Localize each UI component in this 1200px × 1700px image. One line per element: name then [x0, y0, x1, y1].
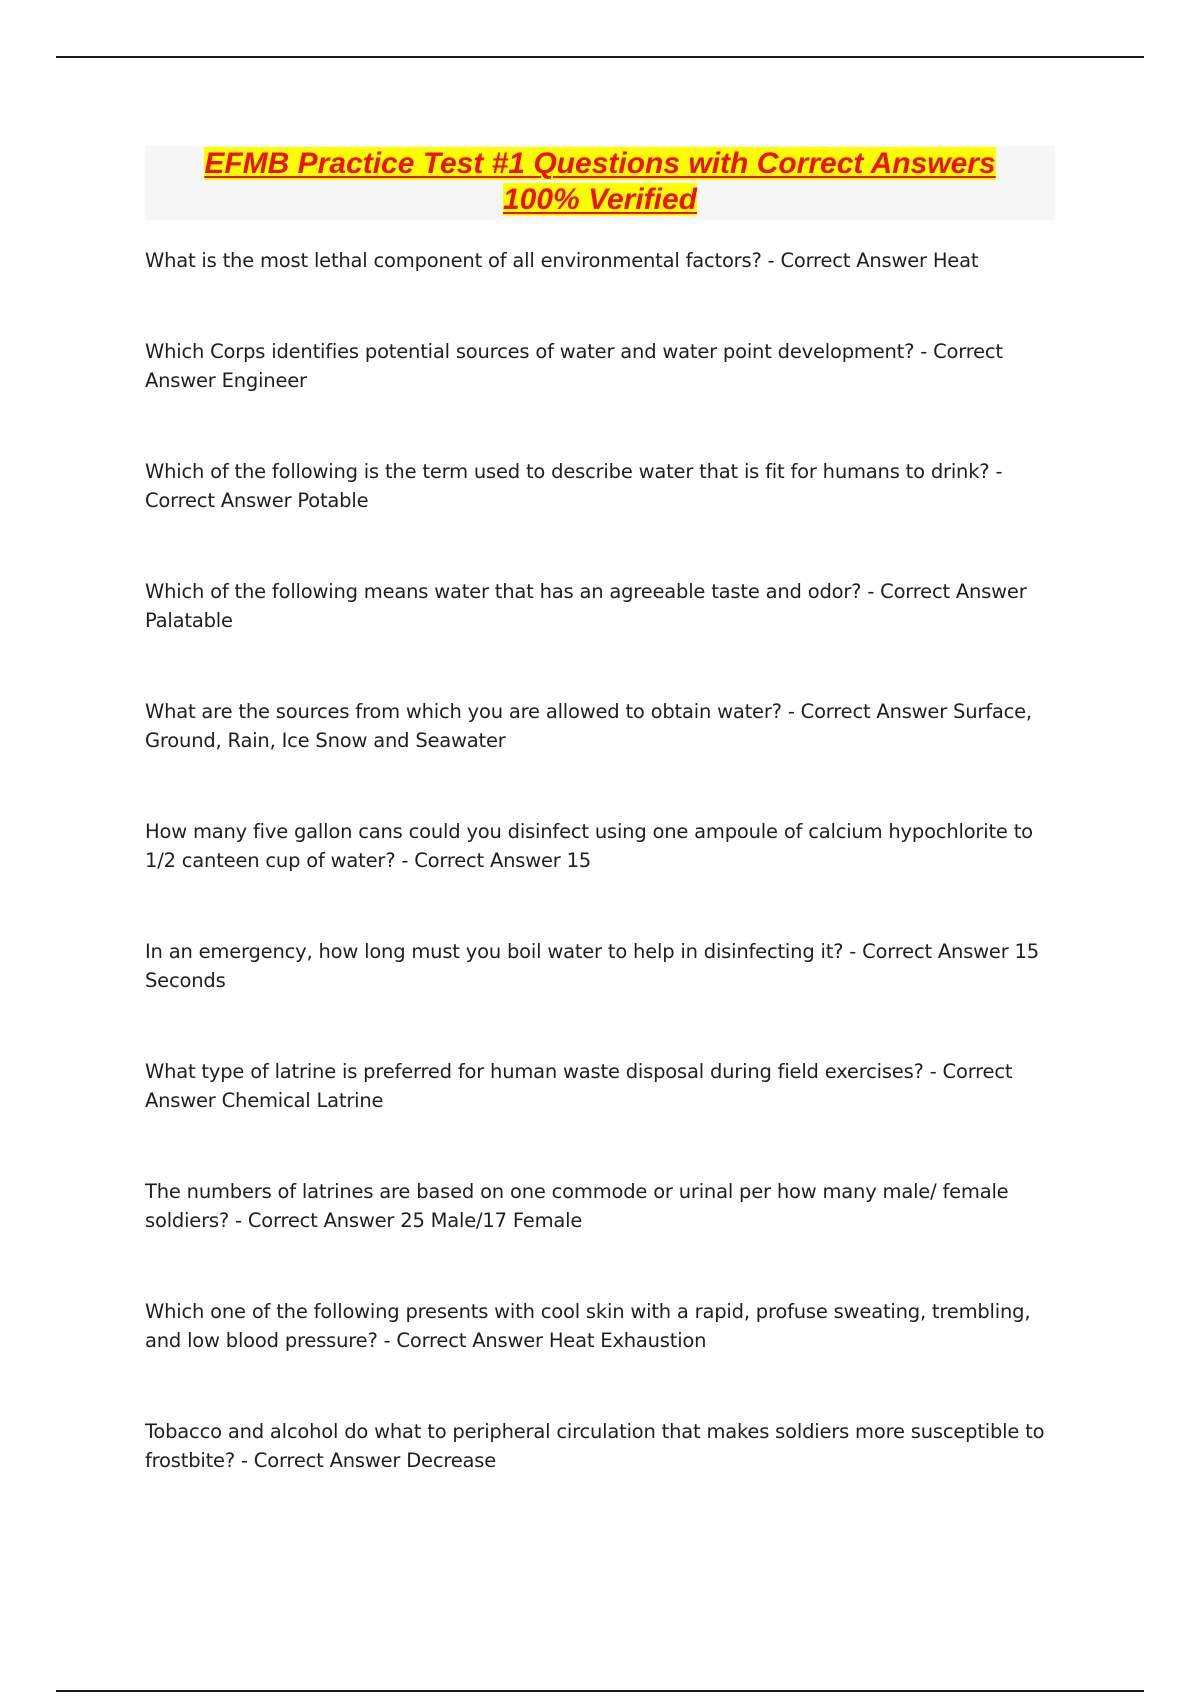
qa-item: Which one of the following presents with cool skin with a rapid, profuse sweating, trembling, and low blood pressure? - Correct Answer Heat Exhaustion [145, 1300, 1031, 1352]
qa-item: The numbers of latrines are based on one commode or urinal per how many male/ female soldiers? - Correct Answer 25 Male/17 Female [145, 1180, 1009, 1232]
qa-item: Tobacco and alcohol do what to peripheral circulation that makes soldiers more susceptible to frostbite? - Correct Answer Decrease [145, 1420, 1045, 1472]
document-title-line-1: EFMB Practice Test #1 Questions with Correct Answers [204, 147, 996, 180]
qa-item: Which of the following is the term used to describe water that is fit for humans to drink? - Correct Answer Potable [145, 460, 1003, 512]
document-title-line-2: 100% Verified [503, 183, 697, 216]
qa-item: Which Corps identifies potential sources of water and water point development? - Correct Answer Engineer [145, 340, 1003, 392]
qa-item: In an emergency, how long must you boil water to help in disinfecting it? - Correct Answer 15 Seconds [145, 940, 1039, 992]
qa-item: What type of latrine is preferred for human waste disposal during field exercises? - Correct Answer Chemical Latrine [145, 1060, 1013, 1112]
bottom-rule [56, 1690, 1144, 1692]
qa-item: Which of the following means water that has an agreeable taste and odor? - Correct Answer Palatable [145, 580, 1027, 632]
top-rule [56, 56, 1144, 58]
qa-item: What are the sources from which you are allowed to obtain water? - Correct Answer Surface, Ground, Rain, Ice Snow and Seawater [145, 700, 1032, 752]
document-title-box [145, 146, 1055, 220]
qa-item: What is the most lethal component of all environmental factors? - Correct Answer Heat [145, 249, 979, 272]
question-answer-list [145, 246, 1065, 1537]
qa-item: How many five gallon cans could you disinfect using one ampoule of calcium hypochlorite to 1/2 canteen cup of water? - Correct Answer 15 [145, 820, 1033, 872]
